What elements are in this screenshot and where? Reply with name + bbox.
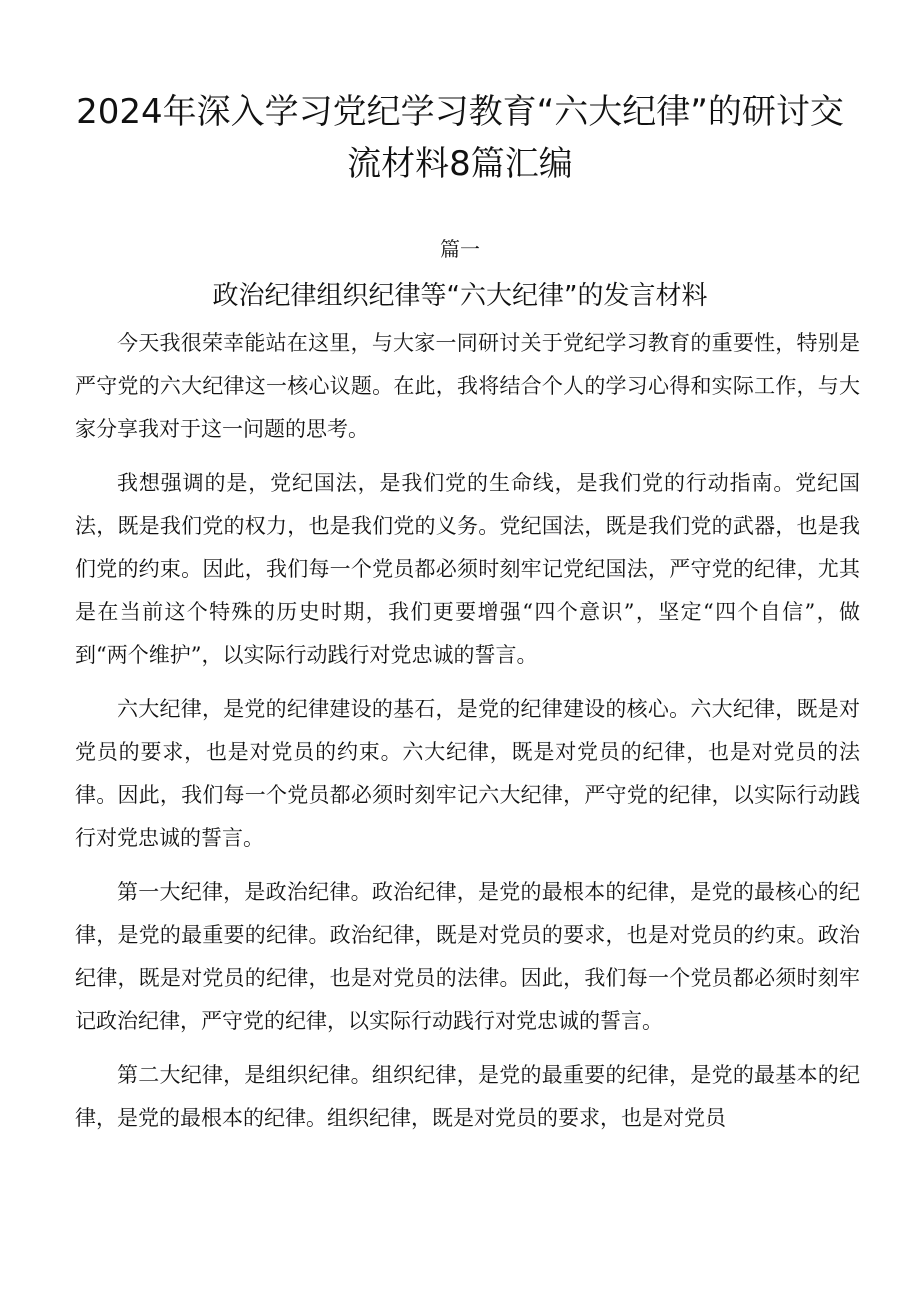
paragraph: 我想强调的是，党纪国法，是我们党的生命线，是我们党的行动指南。党纪国法，既是我们党的权力，也是我们党的义务。党纪国法，既是我们党的武器，也是我们党的约束。因此，我们每一个党员都必须时刻牢记党纪国法，严守党的纪律，尤其是在当前这个特殊的历史时期，我们更要增强“四个意识”，坚定“四个自信”，做到“两个维护”，以实际行动践行对党忠诚的誓言。	[75, 471, 860, 667]
paragraph: 六大纪律，是党的纪律建设的基石，是党的纪律建设的核心。六大纪律，既是对党员的要求，也是对党员的约束。六大纪律，既是对党员的纪律，也是对党员的法律。因此，我们每一个党员都必须时刻牢记六大纪律，严守党的纪律，以实际行动践行对党忠诚的誓言。	[75, 697, 860, 850]
paragraph: 第一大纪律，是政治纪律。政治纪律，是党的最根本的纪律，是党的最核心的纪律，是党的最重要的纪律。政治纪律，既是对党员的要求，也是对党员的约束。政治纪律，既是对党员的纪律，也是对党员的法律。因此，我们每一个党员都必须时刻牢记政治纪律，严守党的纪律，以实际行动践行对党忠诚的誓言。	[75, 880, 860, 1033]
document-body	[75, 322, 860, 1151]
document-title: 2024年深入学习党纪学习教育“六大纪律”的研讨交流材料8篇汇编	[76, 92, 844, 184]
section-label: 篇一	[440, 237, 480, 261]
paragraph: 今天我很荣幸能站在这里，与大家一同研讨关于党纪学习教育的重要性，特别是严守党的六大纪律这一核心议题。在此，我将结合个人的学习心得和实际工作，与大家分享我对于这一问题的思考。	[75, 331, 860, 441]
paragraph: 第二大纪律，是组织纪律。组织纪律，是党的最重要的纪律，是党的最基本的纪律，是党的最根本的纪律。组织纪律，既是对党员的要求，也是对党员	[75, 1063, 860, 1130]
section-title: 政治纪律组织纪律等“六大纪律”的发言材料	[212, 281, 708, 311]
